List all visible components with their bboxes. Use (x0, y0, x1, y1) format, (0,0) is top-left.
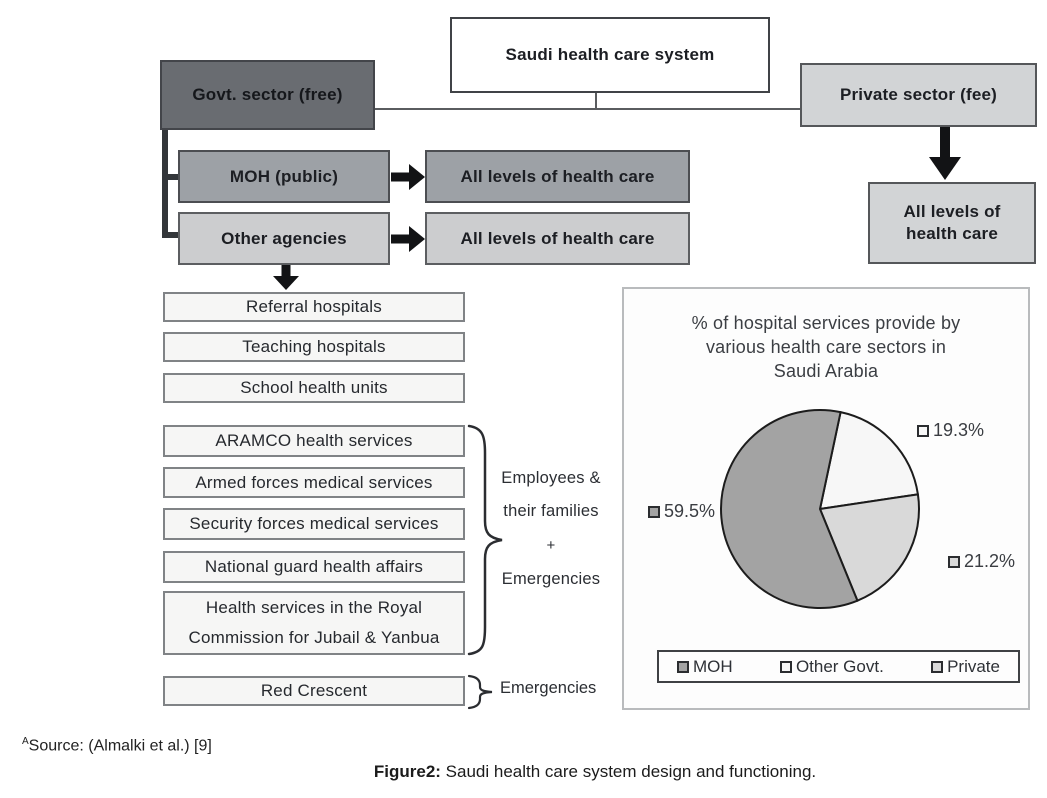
govt-branch-stub-moh (162, 174, 179, 180)
private-all-levels-label: All levels of health care (903, 202, 1001, 243)
pie-label-private (948, 551, 1015, 572)
pie-chart (718, 407, 922, 611)
moh-all-levels-label: All levels of health care (460, 166, 655, 186)
other-agencies-node (178, 212, 390, 265)
other-govt-swatch-icon (917, 425, 929, 437)
source-superscript: A (22, 736, 29, 747)
facility-label: Health services in the Royal Commission for Jubail & Yanbua (188, 598, 440, 647)
moh-node (178, 150, 390, 203)
moh-label: MOH (public) (229, 166, 339, 186)
facility-label: School health units (240, 378, 388, 397)
caption-text: Saudi health care system design and functioning. (440, 762, 817, 781)
moh-swatch-icon (648, 506, 660, 518)
facility-armed-forces (163, 467, 465, 498)
chart-title-line: various health care sectors in (705, 337, 947, 357)
source-note (22, 736, 212, 755)
legend-label: Private (947, 656, 1000, 676)
private-down-arrow-icon (929, 127, 961, 183)
other-all-levels-node (425, 212, 690, 265)
pie-legend (657, 650, 1020, 683)
private-swatch-icon (948, 556, 960, 568)
legend-item-private (931, 657, 1000, 677)
root-node-label: Saudi health care system (505, 45, 715, 64)
legend-label: MOH (693, 656, 733, 676)
pie-svg (718, 407, 922, 611)
brace-note-line: Employees & (501, 469, 601, 487)
brace-note-line: Emergencies (501, 570, 601, 588)
govt-branch-stub-other (162, 232, 179, 238)
other-arrow-icon (391, 226, 425, 252)
other-arrow-head (409, 226, 425, 252)
private-all-levels-node (868, 182, 1036, 264)
facility-label: Armed forces medical services (195, 472, 433, 492)
facility-royal-commission (163, 591, 465, 655)
root-node-saudi-health-care-system (450, 17, 770, 93)
facility-label: ARAMCO health services (215, 431, 413, 450)
connector-root-stub (595, 93, 597, 109)
other-agencies-down-arrow-icon (273, 265, 299, 293)
chart-title-line: % of hospital services provide by (691, 313, 961, 333)
pie-label-value: 19.3% (933, 420, 985, 440)
other-agencies-label: Other agencies (221, 228, 347, 248)
private-sector-node (800, 63, 1037, 127)
private-swatch-icon (931, 661, 943, 673)
facility-teaching-hospitals (163, 332, 465, 362)
brace-note-line: their families (503, 502, 599, 520)
facility-school-health-units (163, 373, 465, 403)
other-arrow-shaft (391, 235, 411, 244)
other-govt-swatch-icon (780, 661, 792, 673)
moh-arrow-icon (391, 164, 425, 190)
legend-item-other-govt (780, 657, 884, 677)
red-crescent-note: Emergencies (500, 679, 597, 697)
moh-swatch-icon (677, 661, 689, 673)
private-down-arrow-shaft (940, 127, 950, 161)
facility-red-crescent (163, 676, 465, 706)
chart-title-line: Saudi Arabia (773, 361, 879, 381)
pie-label-value: 59.5% (664, 501, 716, 521)
pie-chart-title (624, 311, 1028, 383)
source-text: Source: (Almalki et al.) [9] (28, 737, 212, 755)
facility-referral-hospitals (163, 292, 465, 322)
private-sector-label: Private sector (fee) (839, 85, 998, 104)
other-all-levels-label: All levels of health care (460, 228, 655, 248)
facility-label: National guard health affairs (204, 557, 424, 576)
figure-caption (150, 762, 1040, 782)
facility-security-forces (163, 508, 465, 540)
pie-label-moh (648, 501, 715, 522)
facility-label: Security forces medical services (189, 514, 439, 533)
facility-label: Teaching hospitals (242, 337, 386, 356)
facility-label: Referral hospitals (246, 297, 382, 316)
moh-arrow-head (409, 164, 425, 190)
pie-label-value: 21.2% (964, 551, 1016, 571)
moh-all-levels-node (425, 150, 690, 203)
private-down-arrow-head (929, 157, 961, 183)
brace-note-plus: + (546, 537, 556, 554)
down-arrow-head (273, 276, 299, 293)
caption-label: Figure2: (373, 762, 441, 781)
facility-national-guard (163, 551, 465, 583)
agency-brace-note (493, 462, 609, 596)
legend-label: Other Govt. (795, 656, 884, 676)
govt-sector-node (160, 60, 375, 130)
govt-sector-label: Govt. sector (free) (192, 85, 343, 104)
red-crescent-brace (465, 674, 497, 710)
legend-item-moh (677, 657, 733, 677)
govt-branch-vertical-line (162, 127, 168, 238)
facility-label: Red Crescent (260, 681, 368, 700)
pie-label-other-govt (917, 420, 984, 441)
connector-horizontal-line (375, 108, 800, 110)
pie-chart-panel (622, 287, 1030, 710)
facility-aramco (163, 425, 465, 457)
moh-arrow-shaft (391, 173, 411, 182)
